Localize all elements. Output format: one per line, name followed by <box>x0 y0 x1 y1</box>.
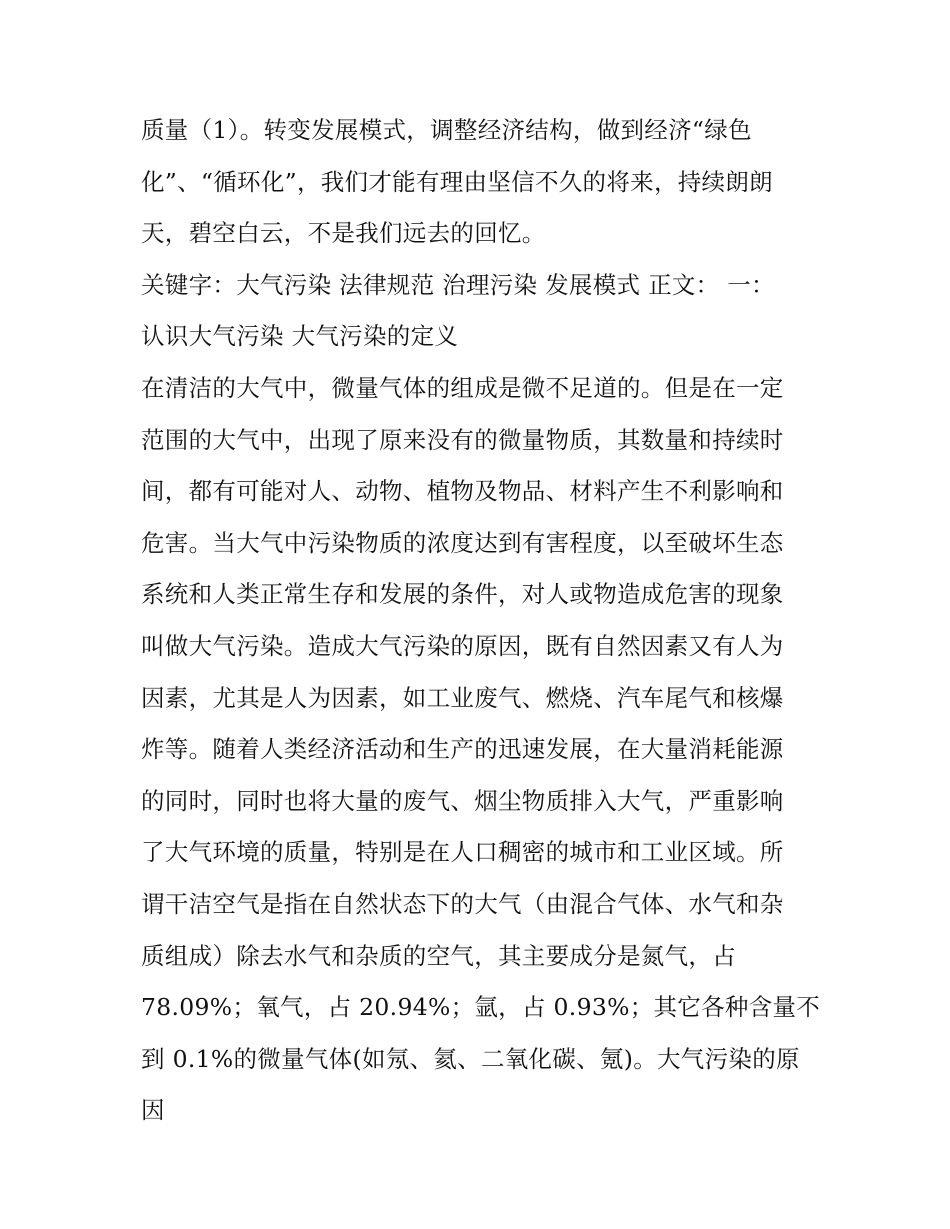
text-line: 天，碧空白云，不是我们远去的回忆。 <box>141 219 546 248</box>
text-line: 78.09%；氧气，占 20.94%；氩，占 0.93%；其它各种含量不 <box>141 993 821 1022</box>
keywords-line: 关键字：大气污染 法律规范 治理污染 发展模式 正文： 一： <box>141 270 775 299</box>
text-line: 因 <box>141 1096 165 1125</box>
text-line: 炸等。随着人类经济活动和生产的迅速发展，在大量消耗能源 <box>141 735 784 764</box>
document-body <box>141 108 821 1140</box>
text-line: 化”、“循环化”，我们才能有理由坚信不久的将来，持续朗朗 <box>141 167 773 196</box>
text-line: 范围的大气中，出现了原来没有的微量物质，其数量和持续时 <box>141 425 784 454</box>
text-line: 间，都有可能对人、动物、植物及物品、材料产生不利影响和 <box>141 477 784 506</box>
section-heading-line: 认识大气污染 大气污染的定义 <box>141 322 459 351</box>
text-line: 危害。当大气中污染物质的浓度达到有害程度，以至破坏生态 <box>141 528 784 557</box>
text-line: 质组成）除去水气和杂质的空气，其主要成分是氮气，占 <box>141 941 736 970</box>
text-line: 的同时，同时也将大量的废气、烟尘物质排入大气，严重影响 <box>141 786 784 815</box>
text-line: 质量（1）。转变发展模式，调整经济结构，做到经济“绿色 <box>141 116 752 144</box>
text-line: 因素，尤其是人为因素，如工业废气、燃烧、汽车尾气和核爆 <box>141 683 784 712</box>
text-line: 到 0.1%的微量气体(如氖、氦、二氧化碳、氪)。大气污染的原 <box>141 1044 800 1073</box>
text-line: 在清洁的大气中，微量气体的组成是微不足道的。但是在一定 <box>141 373 784 402</box>
text-line: 谓干洁空气是指在自然状态下的大气（由混合气体、水气和杂 <box>141 889 784 918</box>
text-line: 了大气环境的质量，特别是在人口稠密的城市和工业区域。所 <box>141 838 784 867</box>
text-line: 叫做大气污染。造成大气污染的原因，既有自然因素又有人为 <box>141 631 784 660</box>
text-line: 系统和人类正常生存和发展的条件，对人或物造成危害的现象 <box>141 580 784 609</box>
